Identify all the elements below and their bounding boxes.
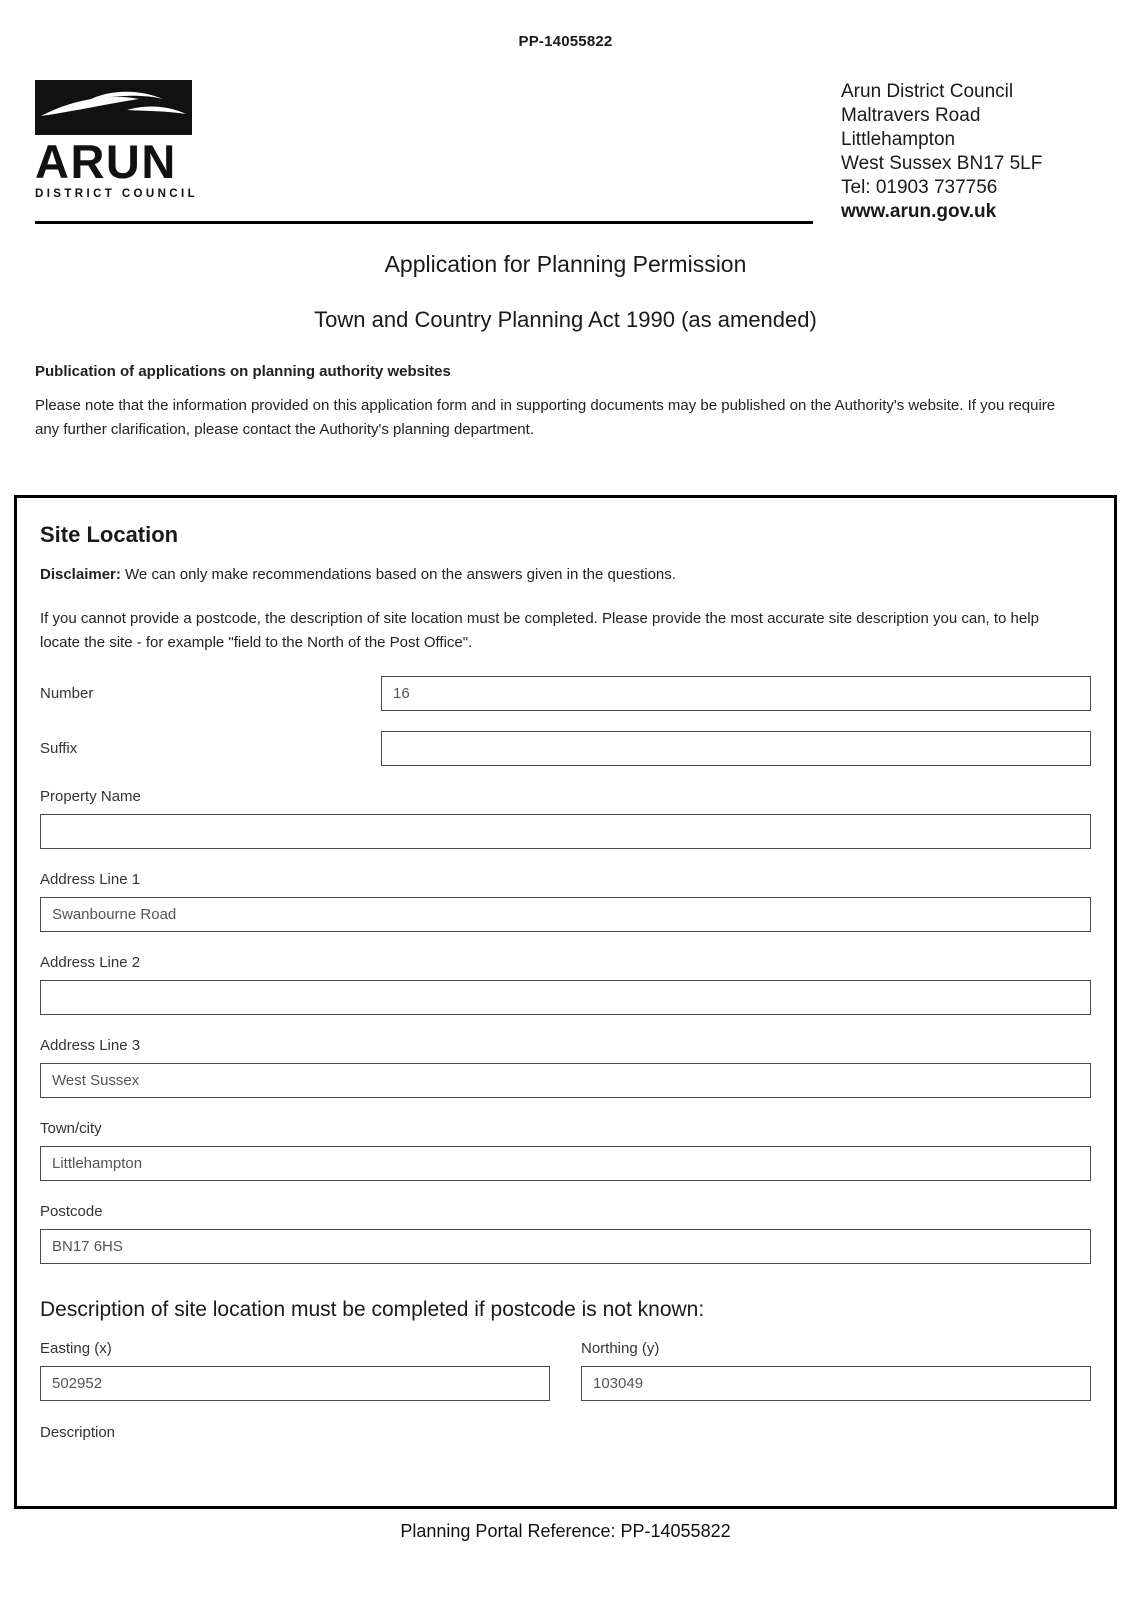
planning-ref-header: PP-14055822 xyxy=(518,33,613,50)
page-header xyxy=(0,80,1131,224)
town-city-label: Town/city xyxy=(40,1120,102,1138)
form-title: Application for Planning Permission xyxy=(384,250,747,277)
site-location-section xyxy=(14,495,1117,1509)
council-street: Maltravers Road xyxy=(841,104,981,126)
suffix-label: Suffix xyxy=(40,740,78,758)
easting-input[interactable] xyxy=(40,1366,550,1401)
address-line-1-field xyxy=(40,871,1091,932)
form-subtitle: Town and Country Planning Act 1990 (as amended) xyxy=(314,306,817,332)
easting-label: Easting (x) xyxy=(40,1340,112,1358)
postcode-input[interactable] xyxy=(40,1229,1091,1264)
suffix-field-row xyxy=(40,731,1091,766)
arun-logo xyxy=(35,80,192,135)
postcode-field xyxy=(40,1203,1091,1264)
section-intro: If you cannot provide a postcode, the description of site location must be completed. Please provide the most accurate site description you can, to help locate the site - for example "field to the North of the Post Office". xyxy=(40,609,1039,652)
number-field-row xyxy=(40,676,1091,711)
address-line-1-input[interactable] xyxy=(40,897,1091,932)
disclaimer xyxy=(40,564,1091,587)
coordinates-row xyxy=(40,1340,1091,1401)
council-phone: Tel: 01903 737756 xyxy=(841,176,998,198)
town-city-field xyxy=(40,1120,1091,1181)
disclaimer-text: We can only make recommendations based on the answers given in the questions. xyxy=(125,566,676,584)
header-divider xyxy=(35,221,813,224)
header-left xyxy=(35,80,813,224)
address-line-3-input[interactable] xyxy=(40,1063,1091,1098)
address-line-3-field xyxy=(40,1037,1091,1098)
planning-portal-reference-footer: Planning Portal Reference: PP-14055822 xyxy=(400,1521,731,1541)
publication-body: Please note that the information provided on this application form and in supporting documents may be published on the Authority's website. If you require any further clarification, please contact the Authority's planning department. xyxy=(35,396,1056,439)
postcode-label: Postcode xyxy=(40,1203,103,1221)
property-name-input[interactable] xyxy=(40,814,1091,849)
council-address-block xyxy=(841,80,1096,224)
publication-heading: Publication of applications on planning authority websites xyxy=(35,362,451,380)
address-line-2-field xyxy=(40,954,1091,1015)
disclaimer-label: Disclaimer: xyxy=(40,566,121,584)
logo-wordmark: ARUN xyxy=(35,135,177,188)
town-city-input[interactable] xyxy=(40,1146,1091,1181)
number-input[interactable] xyxy=(381,676,1091,711)
logo-subtitle: DISTRICT COUNCIL xyxy=(35,188,199,201)
address-line-2-input[interactable] xyxy=(40,980,1091,1015)
property-name-label: Property Name xyxy=(40,788,141,806)
council-county-postcode: West Sussex BN17 5LF xyxy=(841,152,1043,174)
description-subheading: Description of site location must be completed if postcode is not known: xyxy=(40,1298,705,1322)
northing-label: Northing (y) xyxy=(581,1340,660,1358)
address-line-2-label: Address Line 2 xyxy=(40,954,141,972)
description-field xyxy=(40,1424,1091,1441)
suffix-input[interactable] xyxy=(381,731,1091,766)
council-town: Littlehampton xyxy=(841,128,956,150)
easting-field xyxy=(40,1340,550,1401)
property-name-field xyxy=(40,788,1091,849)
council-website: www.arun.gov.uk xyxy=(841,200,997,222)
address-line-1-label: Address Line 1 xyxy=(40,871,141,889)
council-name: Arun District Council xyxy=(841,81,1014,102)
number-label: Number xyxy=(40,685,94,703)
section-title: Site Location xyxy=(40,522,179,548)
description-label: Description xyxy=(40,1424,116,1442)
seagulls-icon xyxy=(35,80,192,135)
northing-input[interactable] xyxy=(581,1366,1091,1401)
address-line-3-label: Address Line 3 xyxy=(40,1037,141,1055)
northing-field xyxy=(581,1340,1091,1401)
